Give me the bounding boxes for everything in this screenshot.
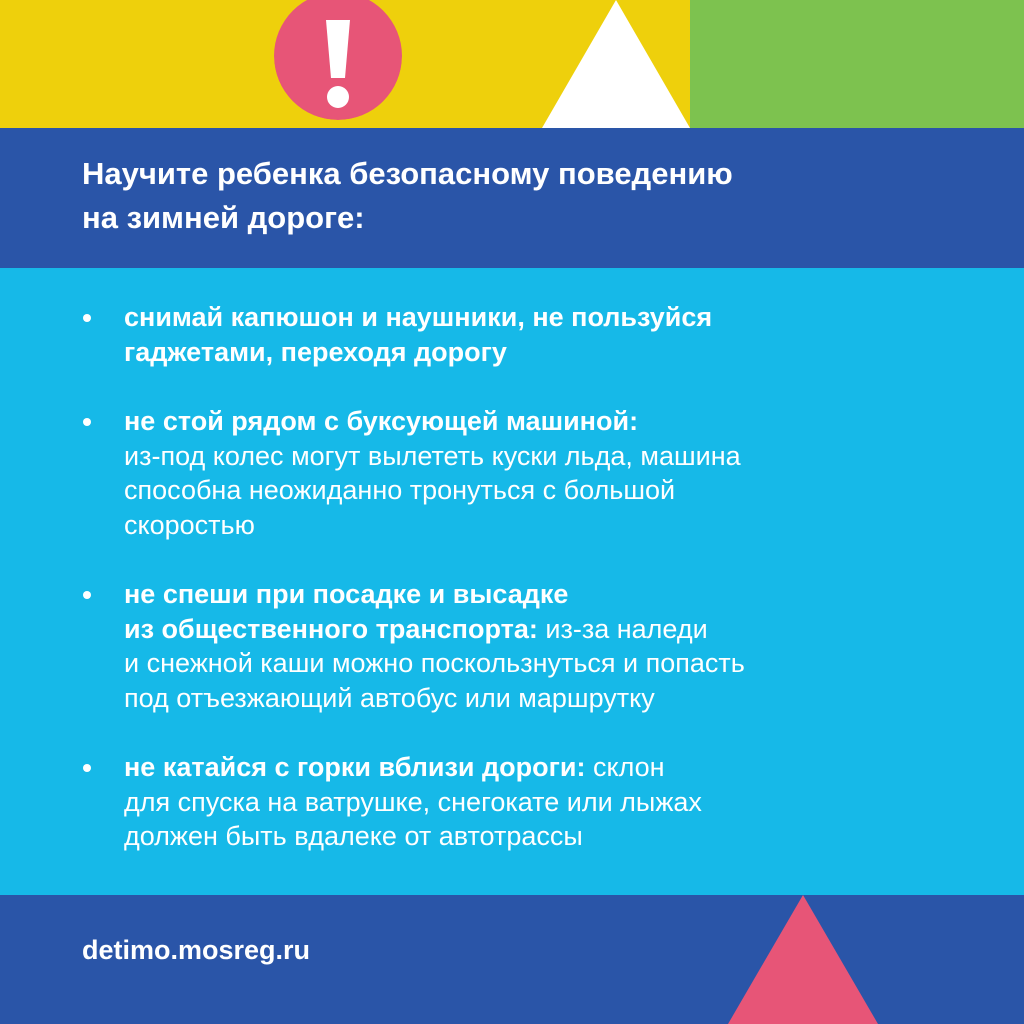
bullet-icon: [83, 418, 91, 426]
safety-tips-list: [82, 300, 942, 854]
tip-bold-text: снимай капюшон и наушники, не пользуйся: [124, 302, 713, 332]
bullet-icon: [83, 591, 91, 599]
title-line-1: Научите ребенка безопасному поведению: [82, 156, 733, 191]
tip-text: из-за наледи: [537, 613, 708, 644]
pink-triangle: [728, 895, 878, 1024]
tip-text: должен быть вдалеке от автотрассы: [124, 821, 583, 851]
page-title: [82, 152, 942, 240]
tip-text: под отъезжающий автобус или маршрутку: [124, 682, 655, 713]
tip-text: из-под колес могут вылететь куски льда, машина: [124, 440, 741, 471]
top-decoration: [0, 0, 1024, 128]
bullet-icon: [83, 764, 91, 772]
list-item: [82, 404, 942, 542]
list-item: [82, 577, 942, 715]
warning-badge: [274, 0, 402, 120]
tip-bold-text: не спеши при посадке и высадке: [124, 579, 569, 609]
tip-text: для спуска на ватрушке, снегокате или лыжах: [124, 786, 702, 817]
tip-text: и снежной каши можно поскользнуться и попасть: [124, 648, 745, 678]
site-link[interactable]: detimo.mosreg.ru: [82, 935, 311, 965]
tip-bold-text: из общественного транспорта:: [124, 613, 538, 644]
white-triangle: [542, 0, 690, 128]
list-item: [82, 750, 942, 854]
tip-bold-text: не катайся с горки вблизи дороги:: [124, 752, 586, 782]
tip-text: склон: [585, 752, 665, 782]
bullet-icon: [83, 314, 91, 322]
tip-text: скоростью: [124, 509, 255, 540]
green-block: [690, 0, 1024, 128]
tip-bold-text: не стой рядом с буксующей машиной:: [124, 406, 639, 436]
tip-bold-text: гаджетами, переходя дорогу: [124, 336, 507, 367]
tip-text: способна неожиданно тронуться с большой: [124, 475, 676, 505]
exclamation-icon: [274, 0, 402, 120]
title-line-2: на зимней дороге:: [82, 200, 365, 235]
list-item: [82, 300, 942, 369]
